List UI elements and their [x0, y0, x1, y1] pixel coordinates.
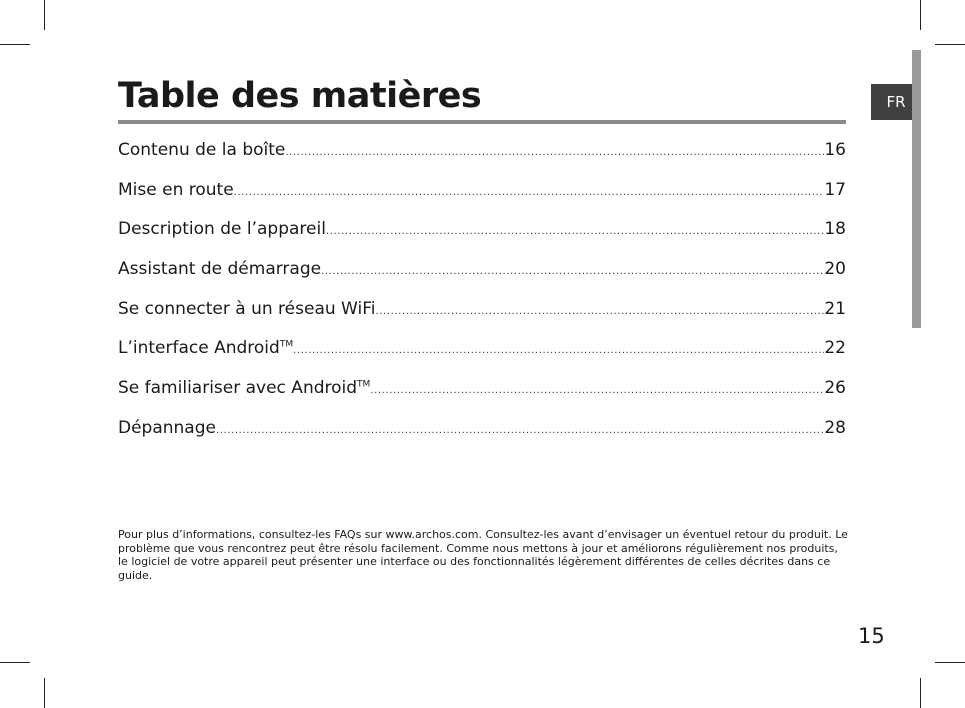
- toc-entry[interactable]: [118, 249, 846, 289]
- toc-entry-page: 28: [824, 417, 846, 438]
- toc-entry-label: Description de l’appareil: [118, 219, 326, 240]
- toc-entry[interactable]: [118, 209, 846, 249]
- toc-entry-label: Contenu de la boîte: [118, 140, 286, 160]
- toc-dot-leader: [370, 385, 824, 396]
- page-number: 15: [858, 624, 885, 648]
- toc-dot-leader: [285, 147, 824, 158]
- crop-mark: [920, 678, 921, 708]
- toc-entry[interactable]: [118, 368, 846, 408]
- toc-entry-label: Se connecter à un réseau WiFi: [118, 298, 376, 319]
- toc-entry-page: 18: [824, 219, 846, 240]
- toc-entry-label: L’interface Android™: [118, 338, 294, 359]
- crop-mark: [44, 0, 45, 30]
- toc-entry[interactable]: [118, 130, 846, 170]
- toc-entry[interactable]: [118, 328, 846, 368]
- toc-dot-leader: [326, 226, 824, 237]
- toc-entry-page: 22: [824, 338, 846, 359]
- crop-mark: [0, 662, 30, 663]
- info-note: Pour plus d’informations, consultez-les FAQs sur www.archos.com. Consultez-les avant d’envisager un éventuel retour du produit. Le problème que vous rencontrez peut être résolu facilement. Comme nous mettons à jour et améliorons régulièrement nos produits, le logiciel de votre appareil peut présenter une interface ou des fonctionnalités légèrement différentes de celles décrites dans ce guide.: [118, 528, 848, 582]
- toc-entry-page: 17: [824, 179, 846, 200]
- toc-entry-label: Dépannage: [118, 417, 216, 438]
- page-title: Table des matières: [118, 76, 482, 116]
- crop-mark: [935, 662, 965, 663]
- crop-mark: [44, 678, 45, 708]
- toc-entry-label: Assistant de démarrage: [118, 259, 322, 280]
- crop-mark: [935, 44, 965, 45]
- crop-mark: [920, 0, 921, 30]
- toc-entry-page: 26: [824, 378, 846, 399]
- toc-entry[interactable]: [118, 289, 846, 329]
- toc-entry-label: Mise en route: [118, 179, 234, 200]
- toc-dot-leader: [321, 266, 824, 277]
- title-underline: [118, 120, 846, 124]
- toc-dot-leader: [293, 345, 824, 356]
- toc-entry-label: Se familiariser avec Android™: [118, 378, 371, 399]
- toc-dot-leader: [375, 306, 824, 317]
- table-of-contents: [118, 130, 846, 448]
- crop-mark: [0, 44, 30, 45]
- toc-entry-page: 21: [824, 298, 846, 319]
- toc-entry-page: 16: [824, 140, 846, 160]
- toc-dot-leader: [216, 425, 824, 436]
- toc-dot-leader: [234, 187, 825, 198]
- toc-entry[interactable]: [118, 170, 846, 210]
- toc-entry[interactable]: [118, 408, 846, 448]
- language-tab: FR: [871, 84, 921, 120]
- side-thumb-bar: [912, 50, 921, 328]
- trademark-mark: TM: [279, 339, 294, 350]
- toc-entry-page: 20: [824, 259, 846, 280]
- trademark-mark: TM: [357, 379, 371, 390]
